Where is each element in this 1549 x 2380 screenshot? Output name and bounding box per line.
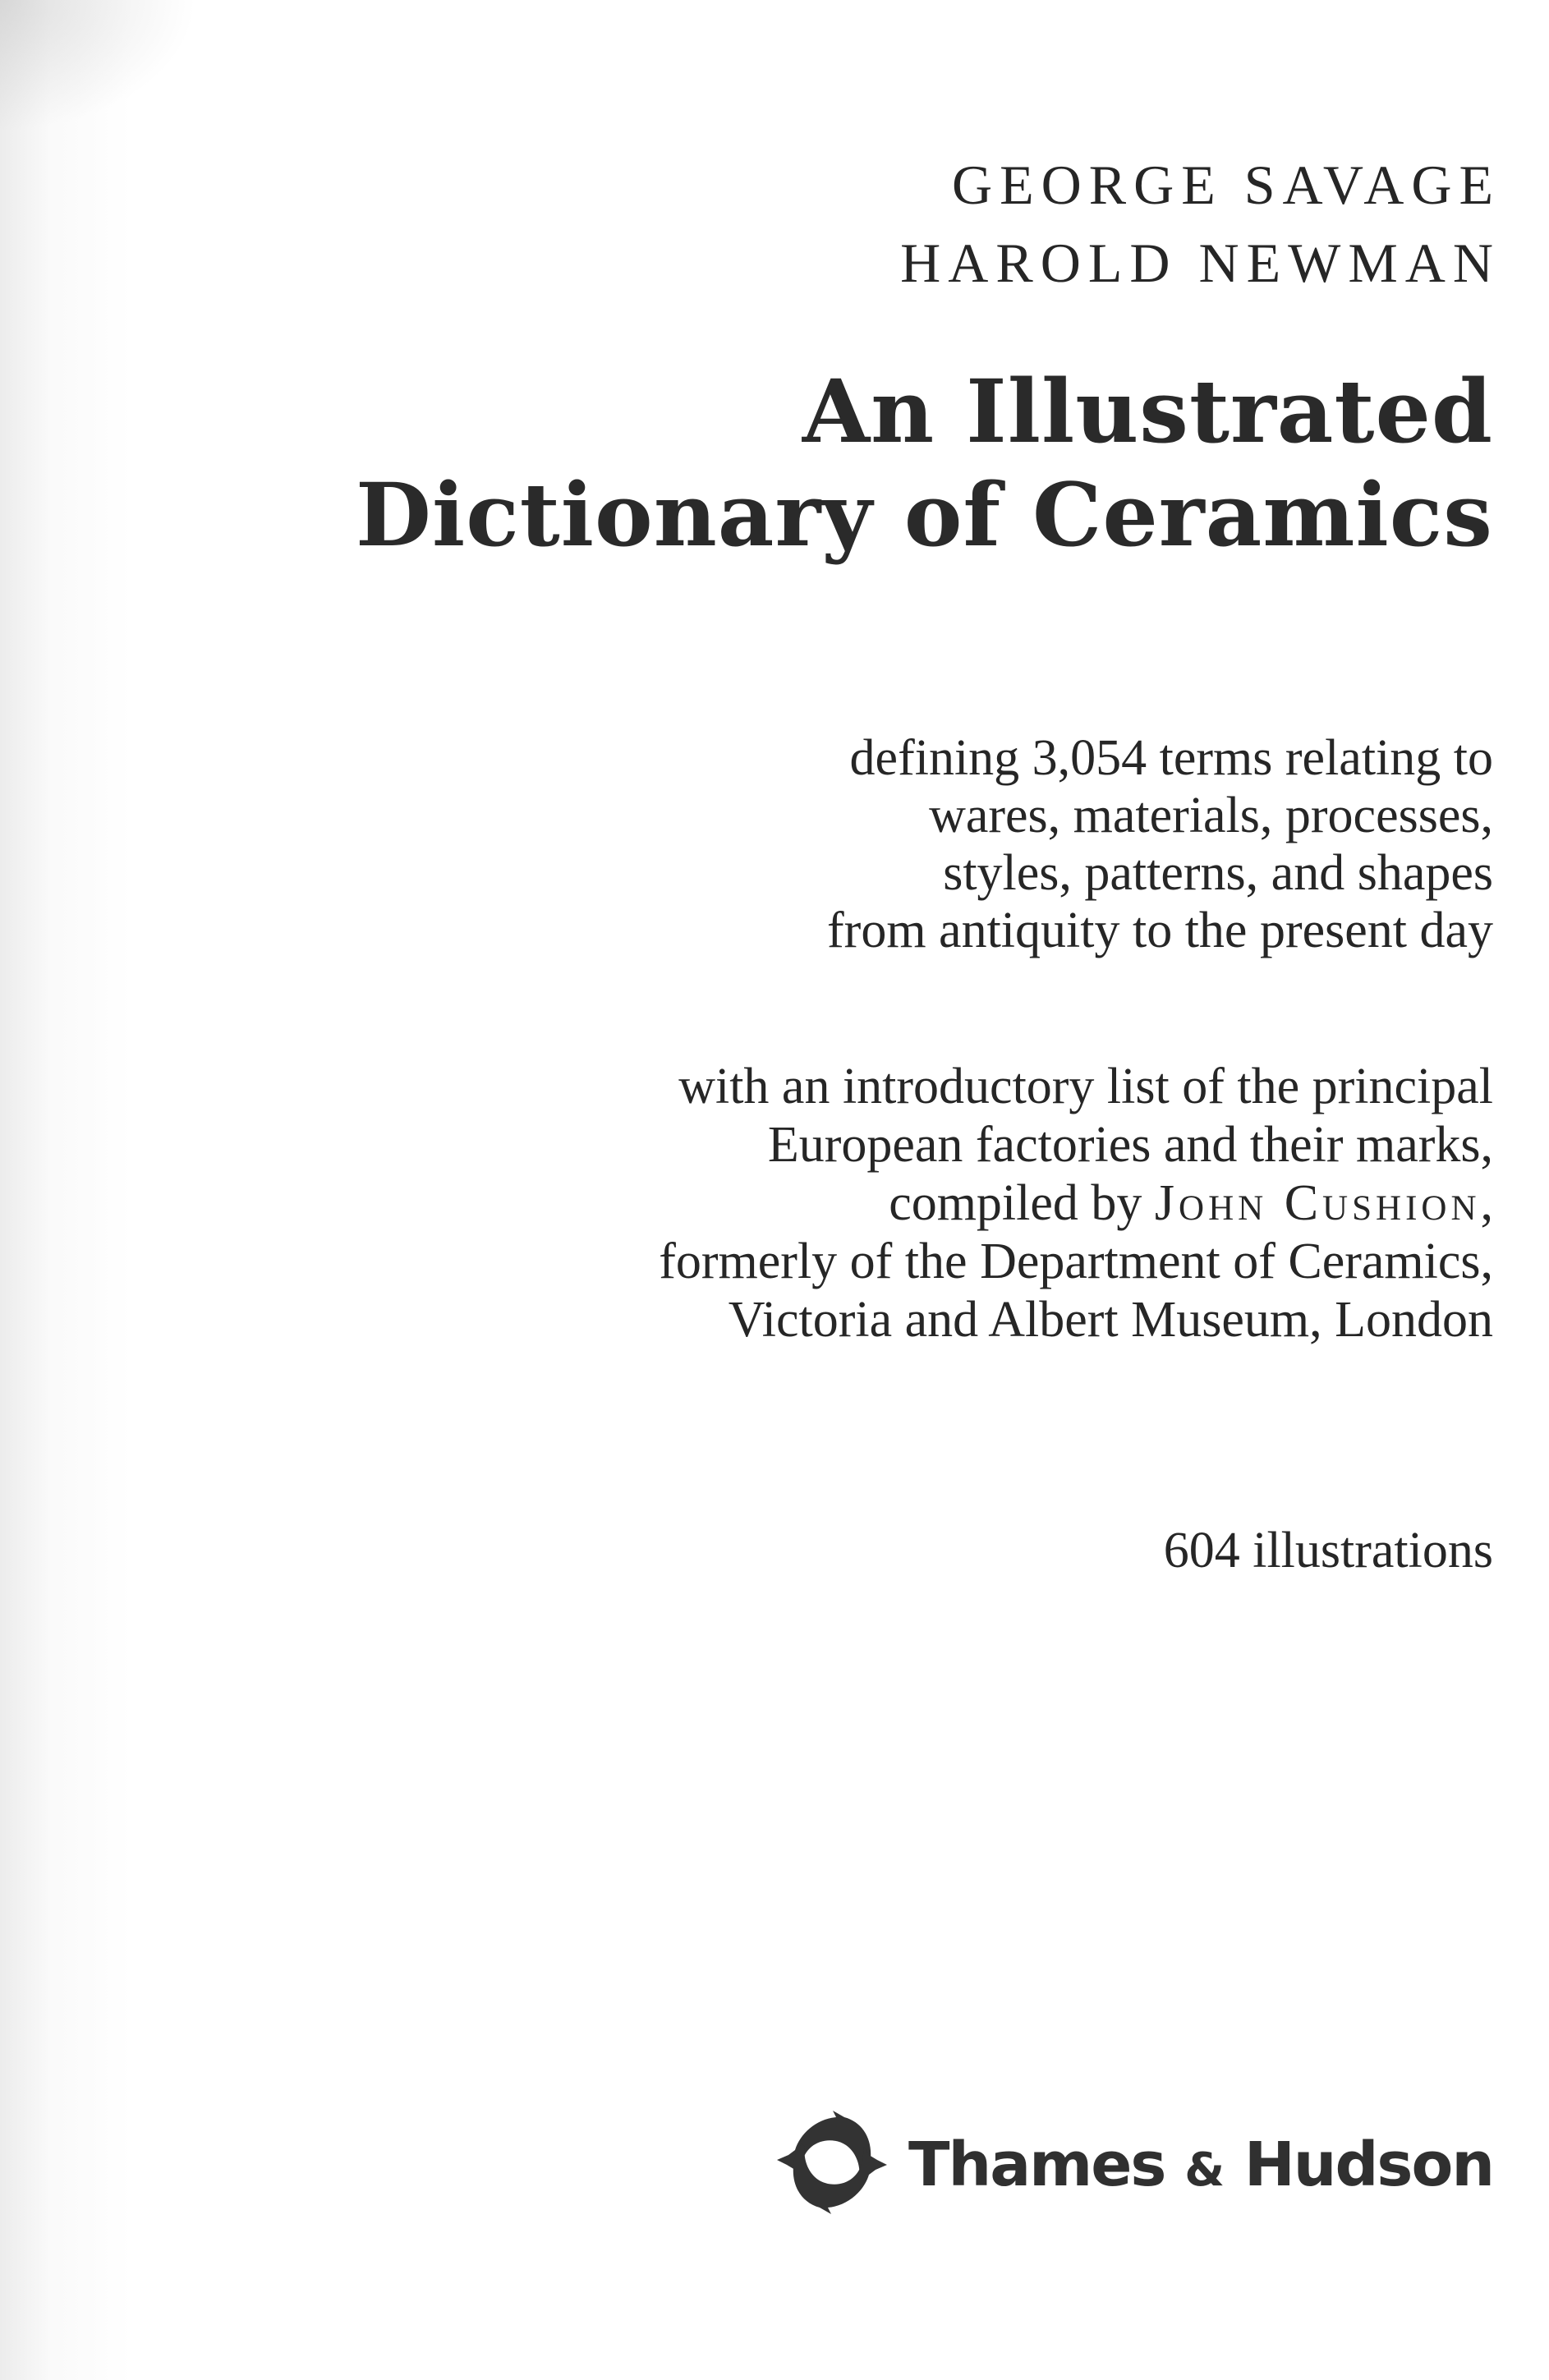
description-line: defining 3,054 terms relating to: [849, 730, 1493, 786]
page-edge-shadow: [0, 0, 345, 2380]
publisher-name-part2: Hudson: [1243, 2130, 1493, 2200]
compiler-line-2: European factories and their marks,: [767, 1117, 1493, 1173]
publisher-imprint: [770, 2101, 1493, 2224]
author-name: HAROLD NEWMAN: [900, 232, 1501, 294]
publisher-ampersand: &: [1184, 2143, 1225, 2197]
book-title: [356, 360, 1493, 567]
compiler-line-4: formerly of the Department of Ceramics,: [659, 1234, 1493, 1289]
compiler-note: [659, 1058, 1493, 1349]
compiler-line-3: [659, 1174, 1493, 1233]
compiler-line-3-comma: ,: [1480, 1175, 1493, 1231]
compiled-by-label: compiled by: [889, 1175, 1155, 1231]
publisher-name: [908, 2130, 1493, 2200]
compiler-line-1: with an introductory list of the principal: [678, 1059, 1493, 1114]
illustrations-count: 604 illustrations: [1163, 1523, 1493, 1578]
description-line: styles, patterns, and shapes: [943, 845, 1493, 901]
author-name: GEORGE SAVAGE: [951, 154, 1501, 216]
compiler-name: John Cushion: [1154, 1175, 1481, 1231]
description-line: wares, materials, processes,: [929, 788, 1493, 843]
title-line-1: An Illustrated: [802, 360, 1493, 462]
title-line-2: Dictionary of Ceramics: [356, 463, 1493, 566]
compiler-line-5: Victoria and Albert Museum, London: [728, 1292, 1493, 1348]
publisher-name-part1: Thames: [908, 2130, 1165, 2200]
subtitle-description: [827, 729, 1493, 959]
page-corner-shadow: [0, 0, 197, 131]
description-line: from antiquity to the present day: [827, 903, 1493, 958]
dolphins-logo-icon: [770, 2101, 894, 2224]
authors: [900, 146, 1501, 302]
